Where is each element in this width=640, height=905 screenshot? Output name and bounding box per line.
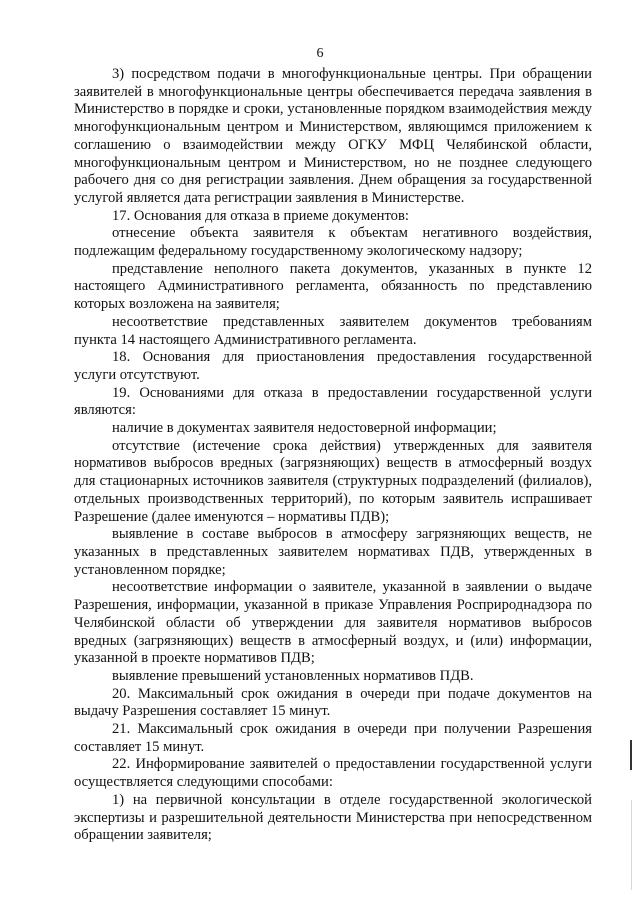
paragraph-22-item-1: 1) на первичной консультации в отделе государственной экологической экспертизы и разрешительной деятельности Министерства при непосредственном обращении заявителя; (74, 791, 592, 844)
paragraph-19-item-1: наличие в документах заявителя недостоверной информации; (112, 420, 497, 437)
paragraph-19-item-3: выявление в составе выбросов в атмосферу загрязняющих веществ, не указанных в представленных заявителем нормативах ПДВ, утвержденных в установленном порядке; (74, 526, 592, 578)
paragraph-18: 18. Основания для приостановления предоставления государственной услуги отсутствуют. (74, 349, 592, 383)
paragraph-19-item-5: выявление превышений установленных нормативов ПДВ. (112, 667, 474, 684)
paragraph-17-item-1: отнесение объекта заявителя к объектам негативного воздействия, подлежащим федеральному государственному экологическому надзору; (74, 225, 592, 260)
paragraph-19-heading: 19. Основаниями для отказа в предоставлении государственной услуги являются: (74, 384, 592, 419)
paragraph-17-item-3: несоответствие представленных заявителем документов требованиям пункта 14 настоящего Административного регламента. (74, 313, 592, 348)
paragraph-22-heading: 22. Информирование заявителей о предоставлении государственной услуги осуществляется следующими способами: (74, 756, 592, 791)
paragraph-19-item-2: отсутствие (истечение срока действия) утвержденных для заявителя нормативов выбросов вредных (загрязняющих) веществ в атмосферный воздух для стационарных источников заявителя (структурных подразделений (филиалов), отдельных производственных территорий), по которым заявитель испрашивает Разрешение (далее именуются – нормативы ПДВ); (74, 437, 592, 525)
paragraph-mfc-submission: 3) посредством подачи в многофункциональные центры. При обращении заявителей в многофункциональные центры обеспечивается передача заявления в Министерство в порядке и сроки, установленные порядком взаимодействия между многофункциональным центром и Министерством, являющимся приложением к соглашению о взаимодействии между ОГКУ МФЦ Челябинской области, многофункциональным центром и Министерством, но не позднее следующего рабочего дня со дня регистрации заявления. Днем обращения за государственной услугой является дата регистрации заявления в Министерстве. (74, 66, 592, 206)
document-body (74, 66, 592, 845)
paragraph-21: 21. Максимальный срок ожидания в очереди при получении Разрешения составляет 15 минут. (74, 721, 592, 755)
paragraph-17-heading: 17. Основания для отказа в приеме документов: (112, 207, 409, 224)
scan-edge-shadow (631, 800, 632, 890)
paragraph-20: 20. Максимальный срок ожидания в очереди при подаче документов на выдачу Разрешения составляет 15 минут. (74, 685, 592, 720)
paragraph-17-item-2: представление неполного пакета документов, указанных в пункте 12 настоящего Административного регламента, обязанность по представлению которых возложена на заявителя; (74, 260, 592, 313)
scan-edge-mark (630, 740, 632, 770)
page-number: 6 (316, 46, 324, 61)
paragraph-19-item-4: несоответствие информации о заявителе, указанной в заявлении о выдаче Разрешения, информации, указанной в приказе Управления Росприроднадзора по Челябинской области об утверждении для заявителя нормативов выбросов вредных (загрязняющих) веществ в атмосферный воздух, и (или) информации, указанной в проекте нормативов ПДВ; (74, 579, 592, 667)
